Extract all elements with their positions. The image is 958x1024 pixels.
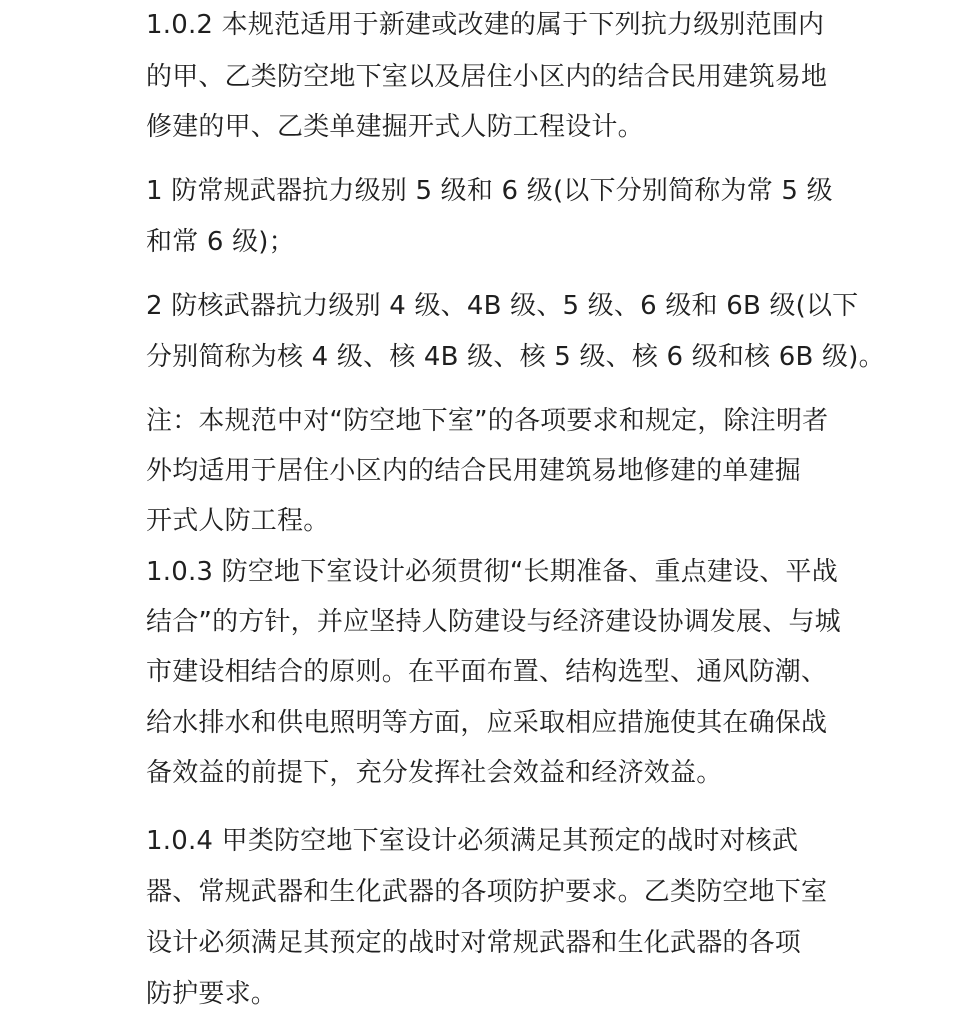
item-2-line: 分别简称为核 4 级、核 4B 级、核 5 级、核 6 级和核 6B 级)。: [146, 342, 885, 372]
clause-1-0-3-line: 结合”的方针，并应坚持人防建设与经济建设协调发展、与城: [146, 607, 841, 637]
clause-1-0-4-line: 设计必须满足其预定的战时对常规武器和生化武器的各项: [146, 928, 802, 958]
note-line: 开式人防工程。: [146, 506, 330, 536]
item-2-line: 2 防核武器抗力级别 4 级、4B 级、5 级、6 级和 6B 级(以下: [146, 291, 859, 321]
clause-1-0-3-line: 备效益的前提下，充分发挥社会效益和经济效益。: [146, 758, 723, 788]
item-1-line: 1 防常规武器抗力级别 5 级和 6 级(以下分别简称为常 5 级: [146, 176, 833, 206]
note-line: 注：本规范中对“防空地下室”的各项要求和规定，除注明者: [146, 406, 829, 436]
note-line: 外均适用于居住小区内的结合民用建筑易地修建的单建掘: [146, 456, 802, 486]
clause-1-0-4-line: 器、常规武器和生化武器的各项防护要求。乙类防空地下室: [146, 877, 828, 907]
item-1-line: 和常 6 级)；: [146, 227, 295, 257]
clause-1-0-4-line: 1.0.4 甲类防空地下室设计必须满足其预定的战时对核武: [146, 826, 799, 856]
clause-1-0-2-line: 1.0.2 本规范适用于新建或改建的属于下列抗力级别范围内: [146, 10, 825, 40]
clause-1-0-3-line: 1.0.3 防空地下室设计必须贯彻“长期准备、重点建设、平战: [146, 557, 838, 587]
clause-1-0-2-line: 的甲、乙类防空地下室以及居住小区内的结合民用建筑易地: [146, 62, 828, 92]
clause-1-0-4-line: 防护要求。: [146, 979, 278, 1009]
clause-1-0-2-line: 修建的甲、乙类单建掘开式人防工程设计。: [146, 112, 644, 142]
clause-1-0-3-line: 市建设相结合的原则。在平面布置、结构选型、通风防潮、: [146, 657, 828, 687]
clause-1-0-3-line: 给水排水和供电照明等方面，应采取相应措施使其在确保战: [146, 708, 828, 738]
